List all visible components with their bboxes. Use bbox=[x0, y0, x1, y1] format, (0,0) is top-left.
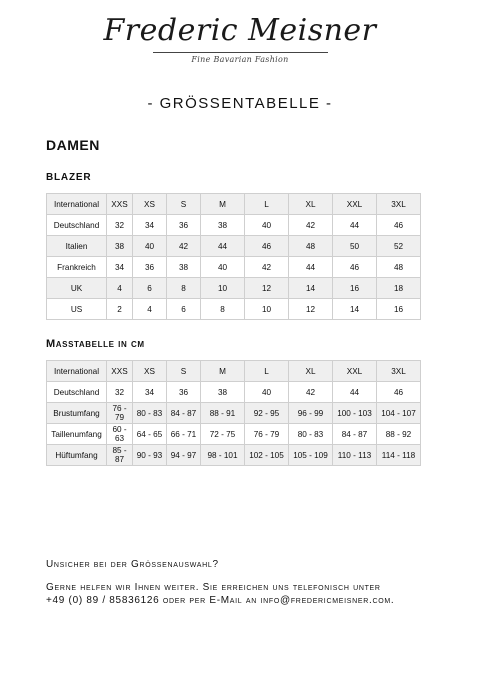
table-cell: 90 - 93 bbox=[133, 445, 167, 466]
measurement-table bbox=[46, 360, 421, 466]
table-cell: 94 - 97 bbox=[167, 445, 201, 466]
table-cell: XXL bbox=[333, 361, 377, 382]
table-cell: 12 bbox=[289, 299, 333, 320]
table-cell: L bbox=[245, 194, 289, 215]
table-cell: 46 bbox=[245, 236, 289, 257]
table-cell: 40 bbox=[245, 382, 289, 403]
table-row bbox=[47, 299, 421, 320]
table-cell: 88 - 92 bbox=[377, 424, 421, 445]
table-cell: 46 bbox=[377, 382, 421, 403]
table-row bbox=[47, 403, 421, 424]
brand-logo bbox=[0, 10, 480, 64]
table-cell: 84 - 87 bbox=[333, 424, 377, 445]
blazer-title: BLAZER bbox=[46, 172, 92, 183]
table-cell: XXS bbox=[107, 361, 133, 382]
table-cell: 36 bbox=[167, 382, 201, 403]
table-row bbox=[47, 424, 421, 445]
table-cell: 38 bbox=[107, 236, 133, 257]
table-row bbox=[47, 445, 421, 466]
logo-divider bbox=[153, 52, 328, 53]
table-cell: 64 - 65 bbox=[133, 424, 167, 445]
table-cell: 110 - 113 bbox=[333, 445, 377, 466]
table-cell: 40 bbox=[201, 257, 245, 278]
table-cell: 34 bbox=[107, 257, 133, 278]
table-cell: 34 bbox=[133, 382, 167, 403]
table-cell: 44 bbox=[333, 215, 377, 236]
table-row bbox=[47, 278, 421, 299]
table-cell: 40 bbox=[245, 215, 289, 236]
table-cell: 92 - 95 bbox=[245, 403, 289, 424]
table-cell: L bbox=[245, 361, 289, 382]
table-cell: 76 - 79 bbox=[245, 424, 289, 445]
table-cell: 8 bbox=[167, 278, 201, 299]
table-cell: 104 - 107 bbox=[377, 403, 421, 424]
footer-contact-line-1: Gerne helfen wir Ihnen weiter. Sie erreichen uns telefonisch unter bbox=[46, 582, 381, 593]
table-cell: 8 bbox=[201, 299, 245, 320]
table-cell: 46 bbox=[377, 215, 421, 236]
table-cell: 40 bbox=[133, 236, 167, 257]
row-label-cell: International bbox=[47, 361, 107, 382]
table-cell: 38 bbox=[201, 215, 245, 236]
table-cell: 32 bbox=[107, 215, 133, 236]
table-cell: 60 - 63 bbox=[107, 424, 133, 445]
table-cell: 44 bbox=[289, 257, 333, 278]
table-cell: 36 bbox=[167, 215, 201, 236]
table-cell: 14 bbox=[333, 299, 377, 320]
table-cell: 36 bbox=[133, 257, 167, 278]
table-row bbox=[47, 382, 421, 403]
table-cell: 42 bbox=[289, 382, 333, 403]
table-cell: 14 bbox=[289, 278, 333, 299]
table-cell: 85 - 87 bbox=[107, 445, 133, 466]
table-cell: XL bbox=[289, 194, 333, 215]
table-cell: XXS bbox=[107, 194, 133, 215]
table-cell: 10 bbox=[245, 299, 289, 320]
row-label-cell: Deutschland bbox=[47, 215, 107, 236]
blazer-size-table bbox=[46, 193, 421, 320]
brand-tagline: Fine Bavarian Fashion bbox=[191, 55, 289, 64]
table-cell: 16 bbox=[333, 278, 377, 299]
row-label-cell: Deutschland bbox=[47, 382, 107, 403]
table-cell: 46 bbox=[333, 257, 377, 278]
table-cell: 88 - 91 bbox=[201, 403, 245, 424]
table-cell: 84 - 87 bbox=[167, 403, 201, 424]
table-cell: XL bbox=[289, 361, 333, 382]
table-cell: 66 - 71 bbox=[167, 424, 201, 445]
table-cell: XS bbox=[133, 361, 167, 382]
table-cell: 38 bbox=[167, 257, 201, 278]
table-cell: 48 bbox=[289, 236, 333, 257]
table-cell: XXL bbox=[333, 194, 377, 215]
table-cell: 42 bbox=[167, 236, 201, 257]
page-title: - GRÖSSENTABELLE - bbox=[147, 95, 333, 112]
row-label-cell: Brustumfang bbox=[47, 403, 107, 424]
table-cell: 76 - 79 bbox=[107, 403, 133, 424]
table-cell: 102 - 105 bbox=[245, 445, 289, 466]
row-label-cell: Hüftumfang bbox=[47, 445, 107, 466]
table-cell: 18 bbox=[377, 278, 421, 299]
table-cell: 105 - 109 bbox=[289, 445, 333, 466]
table-cell: 6 bbox=[133, 278, 167, 299]
table-cell: M bbox=[201, 194, 245, 215]
table-cell: 98 - 101 bbox=[201, 445, 245, 466]
table-cell: 3XL bbox=[377, 361, 421, 382]
table-cell: 10 bbox=[201, 278, 245, 299]
table-cell: 44 bbox=[201, 236, 245, 257]
table-cell: XS bbox=[133, 194, 167, 215]
table-cell: 72 - 75 bbox=[201, 424, 245, 445]
row-label-cell: Italien bbox=[47, 236, 107, 257]
table-cell: 48 bbox=[377, 257, 421, 278]
table-cell: 52 bbox=[377, 236, 421, 257]
table-cell: 12 bbox=[245, 278, 289, 299]
table-cell: 44 bbox=[333, 382, 377, 403]
footer-contact-line-2: +49 (0) 89 / 85836126 oder per E-Mail an info@fredericmeisner.com. bbox=[46, 595, 395, 606]
table-row bbox=[47, 215, 421, 236]
row-label-cell: International bbox=[47, 194, 107, 215]
table-cell: 100 - 103 bbox=[333, 403, 377, 424]
row-label-cell: Taillenumfang bbox=[47, 424, 107, 445]
table-cell: M bbox=[201, 361, 245, 382]
masstabelle-title: Masstabelle in cm bbox=[46, 338, 145, 350]
table-cell: 32 bbox=[107, 382, 133, 403]
table-cell: 114 - 118 bbox=[377, 445, 421, 466]
row-label-cell: US bbox=[47, 299, 107, 320]
table-cell: 80 - 83 bbox=[289, 424, 333, 445]
footer-question: Unsicher bei der Grössenauswahl? bbox=[46, 559, 219, 570]
table-cell: S bbox=[167, 361, 201, 382]
table-row bbox=[47, 236, 421, 257]
row-label-cell: UK bbox=[47, 278, 107, 299]
table-cell: 2 bbox=[107, 299, 133, 320]
table-cell: 96 - 99 bbox=[289, 403, 333, 424]
table-row bbox=[47, 257, 421, 278]
table-cell: 38 bbox=[201, 382, 245, 403]
row-label-cell: Frankreich bbox=[47, 257, 107, 278]
table-cell: 6 bbox=[167, 299, 201, 320]
table-cell: 50 bbox=[333, 236, 377, 257]
section-title-damen: DAMEN bbox=[46, 137, 100, 153]
table-cell: 16 bbox=[377, 299, 421, 320]
table-cell: 34 bbox=[133, 215, 167, 236]
table-row bbox=[47, 194, 421, 215]
table-cell: 3XL bbox=[377, 194, 421, 215]
brand-name: Frederic Meisner bbox=[103, 13, 377, 48]
table-cell: 42 bbox=[289, 215, 333, 236]
table-cell: 4 bbox=[107, 278, 133, 299]
table-cell: 80 - 83 bbox=[133, 403, 167, 424]
table-cell: 4 bbox=[133, 299, 167, 320]
table-cell: 42 bbox=[245, 257, 289, 278]
table-cell: S bbox=[167, 194, 201, 215]
table-row bbox=[47, 361, 421, 382]
